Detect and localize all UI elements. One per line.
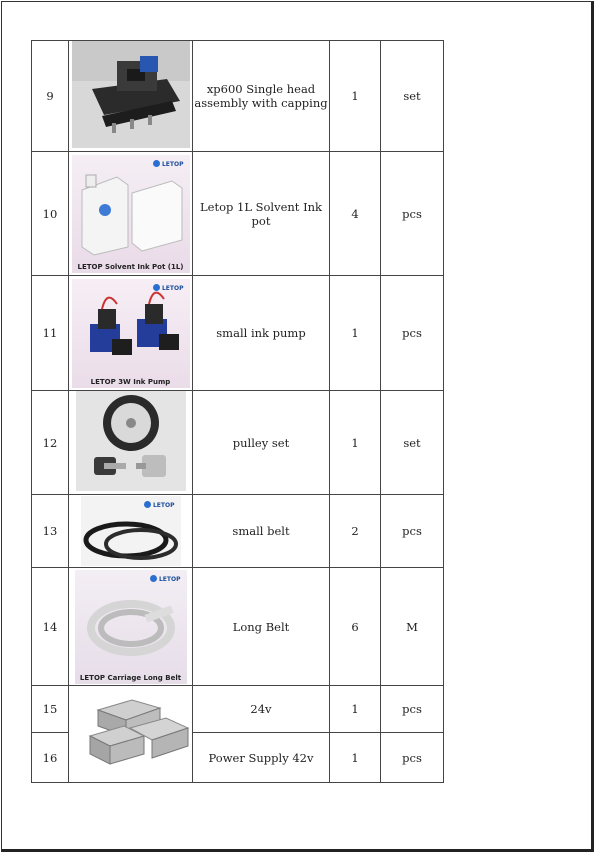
item-description: pulley set	[193, 391, 330, 495]
item-unit: pcs	[381, 152, 444, 276]
item-quantity: 1	[330, 276, 381, 391]
photo-caption: LETOP Solvent Ink Pot (1L)	[77, 262, 184, 271]
item-description: small ink pump	[193, 276, 330, 391]
item-unit: pcs	[381, 733, 444, 783]
item-unit: set	[381, 391, 444, 495]
item-number: 9	[32, 41, 69, 152]
item-unit: set	[381, 41, 444, 152]
item-number: 14	[32, 568, 69, 686]
item-quantity: 1	[330, 41, 381, 152]
long-belt-photo	[75, 570, 187, 684]
item-quantity: 4	[330, 152, 381, 276]
printhead-assembly-photo	[72, 41, 190, 148]
item-description: 24v	[193, 686, 330, 733]
item-unit: M	[381, 568, 444, 686]
table-row	[32, 152, 444, 276]
item-photo-cell	[69, 568, 193, 686]
item-number: 15	[32, 686, 69, 733]
item-number: 12	[32, 391, 69, 495]
item-description: xp600 Single head assembly with capping	[193, 41, 330, 152]
item-number: 11	[32, 276, 69, 391]
item-number: 10	[32, 152, 69, 276]
item-photo-cell	[69, 152, 193, 276]
item-description: Letop 1L Solvent Ink pot	[193, 152, 330, 276]
item-description: Long Belt	[193, 568, 330, 686]
ink-pump-photo	[72, 279, 190, 388]
item-unit: pcs	[381, 495, 444, 568]
parts-table	[31, 40, 444, 783]
brand-logo: LETOP	[153, 160, 184, 168]
brand-logo: LETOP	[150, 575, 181, 583]
table-row	[32, 41, 444, 152]
item-photo-cell	[69, 391, 193, 495]
item-unit: pcs	[381, 276, 444, 391]
table-row	[32, 686, 444, 733]
table-row	[32, 495, 444, 568]
item-quantity: 2	[330, 495, 381, 568]
item-quantity: 6	[330, 568, 381, 686]
item-unit: pcs	[381, 686, 444, 733]
pulley-photo	[76, 391, 186, 491]
item-photo-cell	[69, 41, 193, 152]
item-quantity: 1	[330, 686, 381, 733]
photo-caption: LETOP 3W Ink Pump	[90, 377, 171, 386]
brand-logo: LETOP	[153, 284, 184, 292]
table-row	[32, 391, 444, 495]
item-description: small belt	[193, 495, 330, 568]
item-photo-cell	[69, 276, 193, 391]
ink-pot-photo	[72, 155, 190, 273]
small-belt-photo	[81, 496, 181, 566]
brand-logo: LETOP	[144, 501, 175, 509]
item-number: 16	[32, 733, 69, 783]
item-quantity: 1	[330, 733, 381, 783]
power-supply-photo	[70, 688, 192, 778]
item-description: Power Supply 42v	[193, 733, 330, 783]
table-row	[32, 276, 444, 391]
item-quantity: 1	[330, 391, 381, 495]
item-photo-cell	[69, 495, 193, 568]
item-photo-cell	[69, 686, 193, 783]
item-number: 13	[32, 495, 69, 568]
table-row	[32, 568, 444, 686]
photo-caption: LETOP Carriage Long Belt	[79, 673, 182, 682]
